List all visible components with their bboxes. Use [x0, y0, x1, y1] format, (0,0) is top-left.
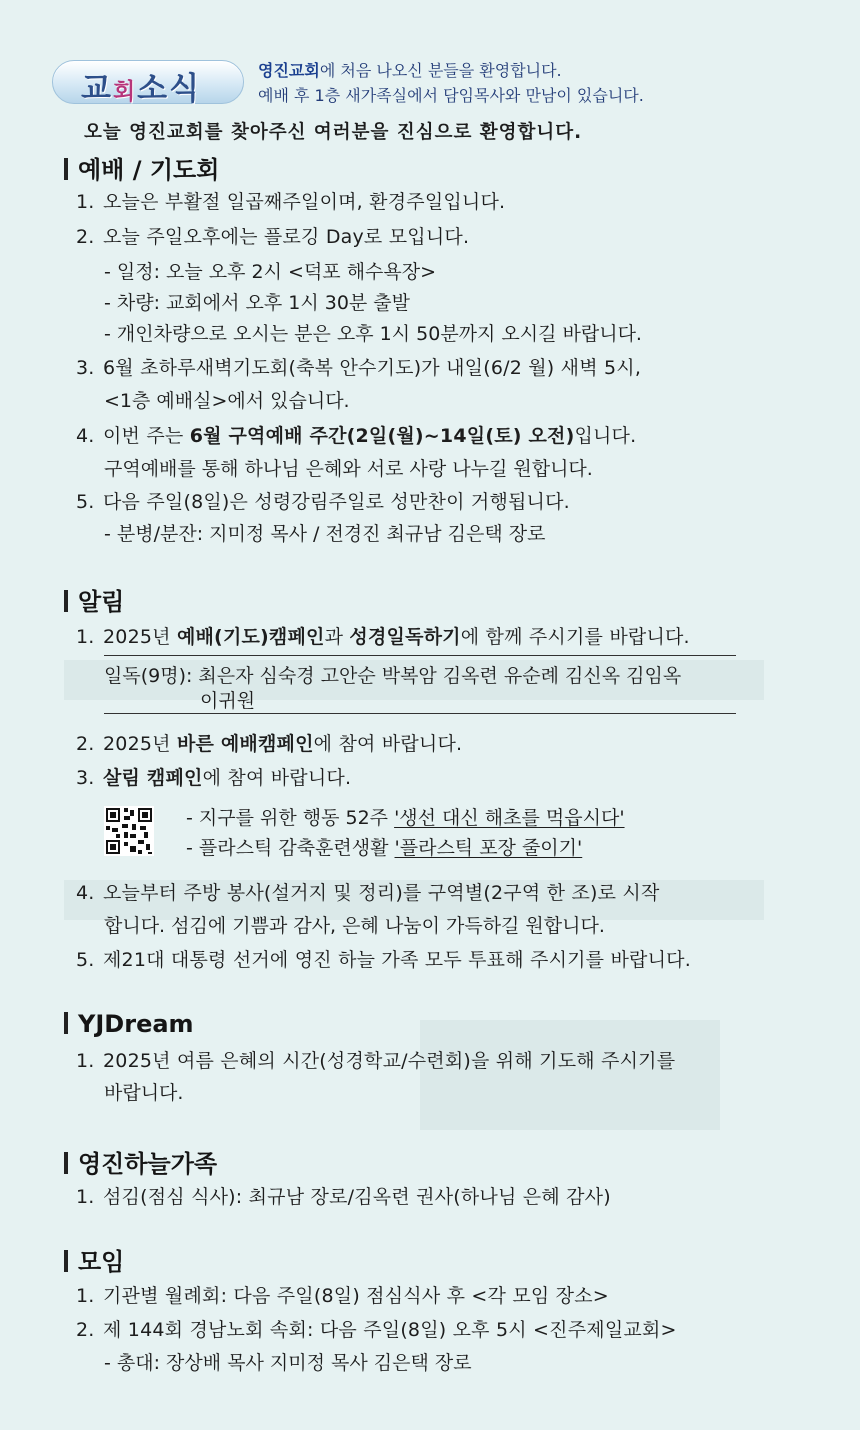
worship-item-5: 5. 다음 주일(8일)은 성령강림주일로 성만찬이 거행됩니다.	[76, 491, 570, 513]
meeting-item-2-delegates: - 총대: 장상배 목사 지미정 목사 김은택 장로	[104, 1352, 472, 1374]
notice-item-4: 4. 오늘부터 주방 봉사(설거지 및 정리)를 구역별(2구역 한 조)로 시작	[76, 882, 660, 904]
meeting-item-2: 2. 제 144회 경남노회 속회: 다음 주일(8일) 오후 5시 <진주제일교회>	[76, 1319, 677, 1341]
bible-readers-line-2: 이귀원	[200, 690, 256, 712]
worship-item-2-schedule: - 일정: 오늘 오후 2시 <덕포 해수욕장>	[104, 261, 437, 283]
section-title-meeting: 모임	[64, 1242, 124, 1277]
worship-item-1: 1. 오늘은 부활절 일곱째주일이며, 환경주일입니다.	[76, 191, 506, 213]
notice-item-4-cont: 합니다. 섬김에 기쁨과 감사, 은혜 나눔이 가득하길 원합니다.	[104, 915, 605, 937]
show-through-band	[420, 1020, 720, 1130]
worship-item-2-vehicle: - 차량: 교회에서 오후 1시 30분 출발	[104, 292, 411, 314]
welcome-message: 오늘 영진교회를 찾아주신 여러분을 진심으로 환영합니다.	[84, 122, 583, 143]
divider-bottom	[104, 713, 736, 714]
header-note-1: 영진교회에 처음 나오신 분들을 환영합니다.	[258, 61, 562, 80]
bible-readers-line-1: 일독(9명): 최은자 심숙경 고안순 박복암 김옥련 유순례 김신옥 김임옥	[104, 665, 682, 687]
notice-item-5: 5. 제21대 대통령 선거에 영진 하늘 가족 모두 투표해 주시기를 바랍니다.	[76, 949, 691, 971]
yjdream-item-1-cont: 바랍니다.	[104, 1082, 184, 1104]
section-title-worship: 예배 / 기도회	[64, 150, 219, 185]
worship-item-4-cont: 구역예배를 통해 하나님 은혜와 서로 사랑 나누길 원합니다.	[104, 458, 593, 480]
worship-item-5-servers: - 분병/분잔: 지미정 목사 / 전경진 최규남 김은택 장로	[104, 523, 546, 545]
qr-code-icon[interactable]	[104, 806, 154, 856]
section-title-notice: 알림	[64, 582, 124, 617]
header-note-2: 예배 후 1층 새가족실에서 담임목사와 만남이 있습니다.	[258, 86, 644, 105]
church-news-badge	[52, 60, 244, 107]
notice-item-1: 1. 2025년 예배(기도)캠페인과 성경일독하기에 함께 주시기를 바랍니다.	[76, 626, 690, 648]
section-title-family: 영진하늘가족	[64, 1144, 217, 1179]
yjdream-item-1: 1. 2025년 여름 은혜의 시간(성경학교/수련회)을 위해 기도해 주시기를	[76, 1050, 676, 1072]
worship-item-2-private-car: - 개인차량으로 오시는 분은 오후 1시 50분까지 오시길 바랍니다.	[104, 323, 642, 345]
campaign-line-2: - 플라스틱 감축훈련생활 '플라스틱 포장 줄이기'	[186, 837, 583, 859]
notice-item-3: 3. 살림 캠페인에 참여 바랍니다.	[76, 767, 352, 789]
worship-item-3: 3. 6월 초하루새벽기도회(축복 안수기도)가 내일(6/2 월) 새벽 5시,	[76, 357, 642, 379]
campaign-line-1: - 지구를 위한 행동 52주 '생선 대신 해초를 먹읍시다'	[186, 807, 625, 829]
family-item-1: 1. 섬김(점심 식사): 최규남 장로/김옥련 권사(하나님 은혜 감사)	[76, 1186, 611, 1208]
meeting-item-1: 1. 기관별 월례회: 다음 주일(8일) 점심식사 후 <각 모임 장소>	[76, 1285, 609, 1307]
badge-title: 교회소식	[81, 71, 202, 107]
qr-code-graphic	[104, 806, 154, 856]
notice-item-2: 2. 2025년 바른 예배캠페인에 참여 바랍니다.	[76, 733, 463, 755]
section-title-yjdream: YJDream	[64, 1010, 194, 1038]
divider-top	[104, 655, 736, 656]
worship-item-2: 2. 오늘 주일오후에는 플로깅 Day로 모입니다.	[76, 226, 470, 248]
header-notes	[258, 58, 644, 108]
worship-item-4: 4. 이번 주는 6월 구역예배 주간(2일(월)~14일(토) 오전)입니다.	[76, 425, 637, 447]
worship-item-3-cont: <1층 예배실>에서 있습니다.	[104, 390, 350, 412]
